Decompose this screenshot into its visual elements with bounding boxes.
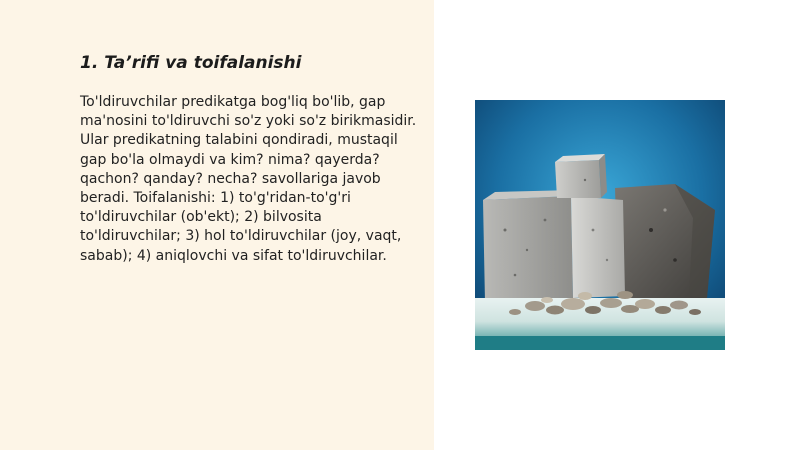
- slide-body-text: To'ldiruvchilar predikatga bog'liq bo'lib, gap ma'nosini to'ldiruvchi so'z yoki so'z birikmasidir. Ular predikatning talabini qondiradi, mustaqil gap bo'la olmaydi va kim? nima? qayerda? qachon? qanday? necha? savollariga javob beradi. Toifalanishi: 1) to'g'ridan-to'g'ri to'ldiruvchilar (ob'ekt); 2) bilvosita to'ldiruvchilar; 3) hol to'ldiruvchilar (joy, vaqt, sabab); 4) aniqlovchi va sifat to'ldiruvchilar.: [80, 94, 417, 264]
- concrete-blocks-photo: [475, 100, 725, 350]
- slide-title: 1. Ta’rifi va toifalanishi: [80, 53, 302, 73]
